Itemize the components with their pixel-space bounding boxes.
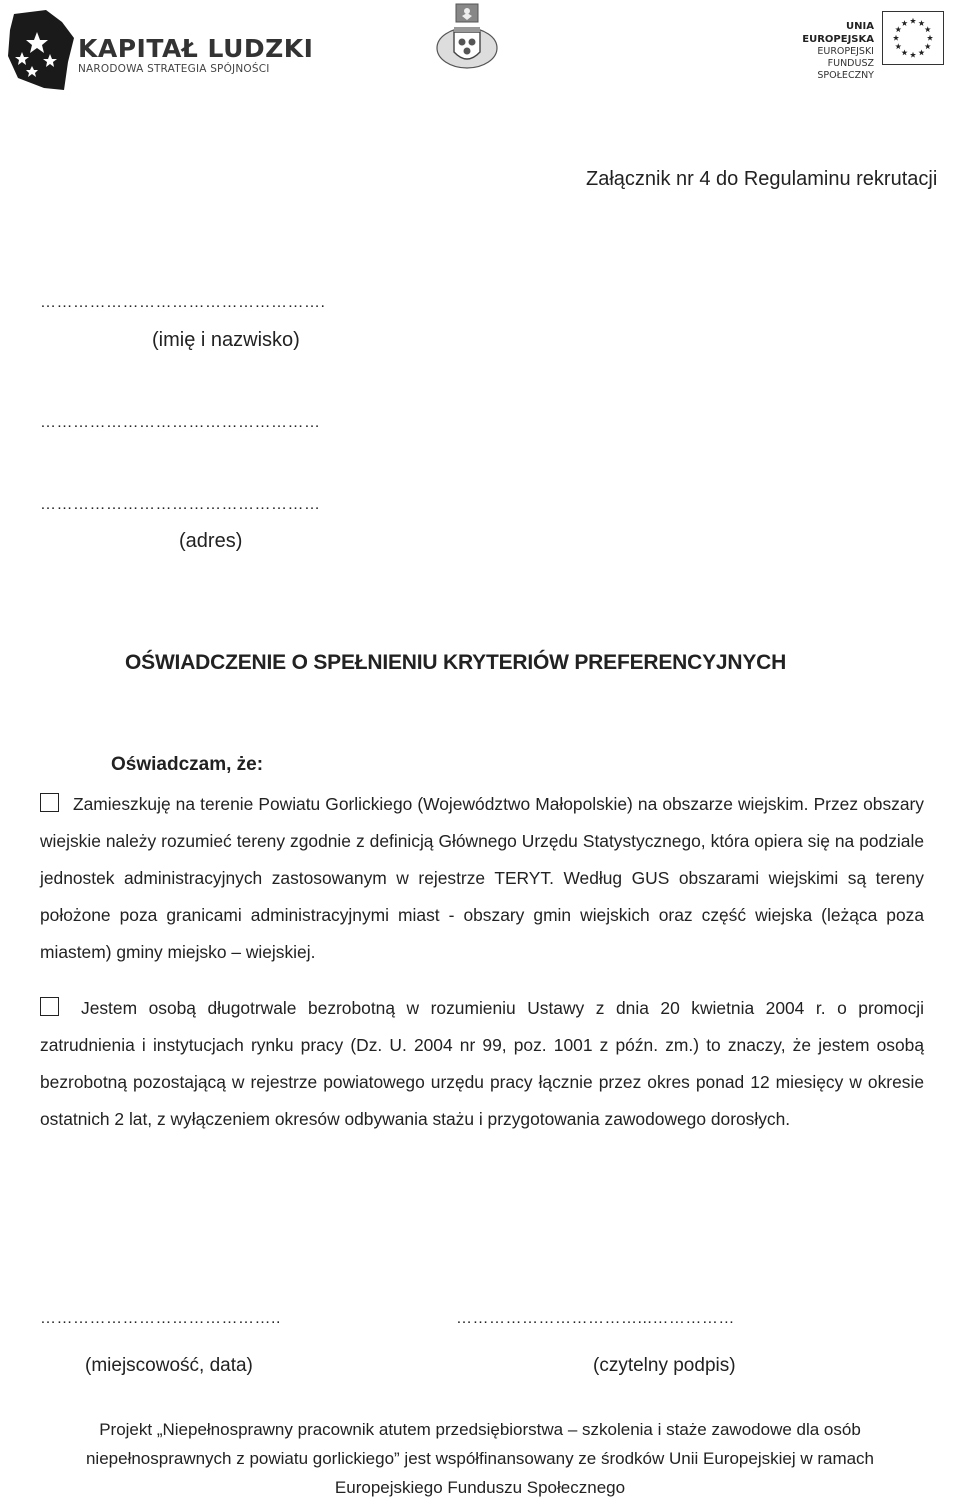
attachment-label: Załącznik nr 4 do Regulaminu rekrutacji [586,168,938,190]
footer-line-3: Europejskiego Funduszu Społecznego [334,1478,626,1497]
name-field-line[interactable]: ……………………………………………. [40,294,326,311]
eu-flag-icon [882,11,944,65]
eu-line-1: UNIA EUROPEJSKA [802,21,874,45]
signature-caption: (czytelny podpis) [593,1355,736,1376]
rural-checkbox[interactable] [40,793,59,812]
eu-line-2: EUROPEJSKI [817,46,874,57]
unemployed-checkbox[interactable] [40,997,59,1016]
address-field-line-1[interactable]: …………………………………………… [40,414,321,431]
name-caption: (imię i nazwisko) [152,329,300,351]
signature-line[interactable]: ……………………………...…………… [456,1310,735,1327]
footer-line-2: niepełnosprawnych z powiatu gorlickiego” jest współfinansowany ze środków Unii Europejskiej w ramach [85,1449,875,1468]
eu-line-3: FUNDUSZ SPOŁECZNY [817,58,874,81]
declaration-rural [40,786,924,971]
declaration-unemployed [40,990,924,1138]
declaration-text: Zamieszkuję na terenie Powiatu Gorlickiego (Województwo Małopolskie) na obszarze wiejskim. Przez obszary wiejskie należy rozumieć tereny zgodnie z definicją Głównego Urzędu Statystycznego, która opiera się na podziale jednostek administracyjnych zastosowanym w rejestrze TERYT. Według GUS obszarami wiejskimi są tereny położone poza granicami administracyjnymi miast - obszary gmin wiejskich oraz część wiejska (leżąca poza miastem) gminy miejsko – wiejskiej. [40,794,924,962]
kapital-ludzki-title: KAPITAŁ LUDZKI [78,34,314,63]
declaration-intro: Oświadczam, że: [111,754,264,775]
place-date-line[interactable]: …………………………………….. [40,1310,281,1327]
powiat-crest-logo [434,2,500,70]
footer-line-1: Projekt „Niepełnosprawny pracownik atutem przedsiębiorstwa – szkolenia i staże zawodowe dla osób [99,1420,861,1439]
eu-label [778,20,874,82]
document-title: OŚWIADCZENIE O SPEŁNIENIU KRYTERIÓW PREFERENCYJNYCH [125,651,787,674]
address-field-line-2[interactable]: …………………………………………… [40,496,321,513]
address-caption: (adres) [179,530,243,552]
footer [0,1415,960,1502]
place-date-caption: (miejscowość, data) [85,1355,253,1376]
kapital-ludzki-subtitle: NARODOWA STRATEGIA SPÓJNOŚCI [78,63,270,75]
declaration-text: Jestem osobą długotrwale bezrobotną w rozumieniu Ustawy z dnia 20 kwietnia 2004 r. o promocji zatrudnienia i instytucjach rynku pracy (Dz. U. 2004 nr 99, poz. 1001 z późn. zm.) to znaczy, że jestem osobą bezrobotną pozostającą w rejestrze powiatowego urzędu pracy łącznie przez okres ponad 12 miesięcy w okresie ostatnich 2 lat, z wyłączeniem okresów odbywania stażu i przygotowania zawodowego dorosłych. [40,998,924,1129]
